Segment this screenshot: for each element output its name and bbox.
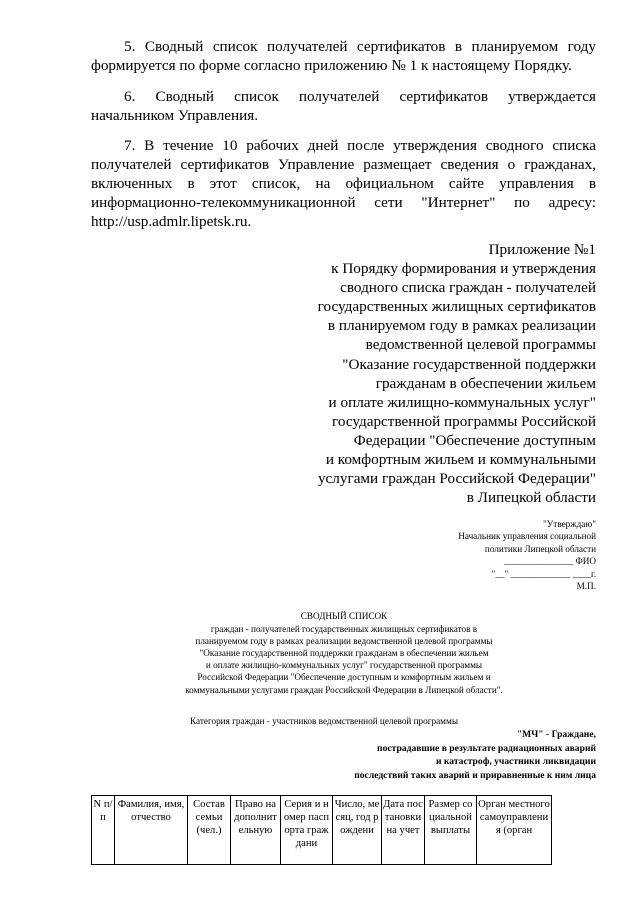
approval-line: "Утверждаю" xyxy=(543,519,596,529)
category-description xyxy=(354,728,596,782)
appendix-line: в Липецкой области xyxy=(466,489,596,507)
appendix-line: гражданам в обеспечении жильем xyxy=(375,374,596,392)
table-header-cell: Число, месяц, год рождени xyxy=(333,796,382,865)
appendix-line: государственных жилищных сертификатов xyxy=(317,298,596,316)
approval-stamp-label: М.П. xyxy=(576,581,596,592)
list-heading-line: Российской Федерации "Обеспечение доступным и комфортным жильем и xyxy=(197,672,491,683)
list-heading-line: граждан - получателей государственных жилищных сертификатов в xyxy=(210,624,478,635)
approval-date-line: "__" _____________ ____г. xyxy=(491,568,596,579)
paragraph-5: 5. Сводный список получателей сертификатов в планируемом году xyxy=(124,38,596,55)
category-line: последствий таких аварий и приравненные к ним лица xyxy=(354,769,596,781)
table-header-cell: N п/п xyxy=(92,796,115,865)
paragraph-7-line3: включенных в этот список, на официальном сайте управления в xyxy=(91,175,596,192)
approval-line: Начальник управления социальной xyxy=(458,531,596,542)
paragraph-7: 7. В течение 10 рабочих дней после утверждения сводного списка xyxy=(124,137,596,154)
table-header-cell: Фамилия, имя, отчество xyxy=(115,796,188,865)
list-heading-line: планируемом году в рамках реализации ведомственной целевой программы xyxy=(195,636,493,647)
appendix-line: Приложение №1 xyxy=(488,241,596,258)
appendix-line: и комфортным жильем и коммунальными xyxy=(325,451,596,469)
appendix-line: услугами граждан Российской Федерации" xyxy=(317,470,596,488)
category-label: Категория граждан - участников ведомственной целевой программы xyxy=(190,716,458,726)
approval-line: политики Липецкой области xyxy=(484,543,596,554)
paragraph-6-cont: начальником Управления. xyxy=(91,107,259,124)
appendix-line: к Порядку формирования и утверждения xyxy=(331,260,596,278)
category-line: пострадавшие в результате радиационных аварий xyxy=(377,742,596,754)
recipients-table xyxy=(91,795,552,865)
appendix-line: Федерации "Обеспечение доступным xyxy=(353,431,596,449)
approval-signature-line: _______________ ФИО xyxy=(504,556,596,567)
appendix-line: ведомственной целевой программы xyxy=(365,336,596,354)
table-header-cell: Дата постановки на учет xyxy=(382,796,425,865)
list-heading xyxy=(130,610,558,696)
paragraph-5-cont: формируется по форме согласно приложению № 1 к настоящему Порядку. xyxy=(91,57,572,74)
approval-block xyxy=(356,518,596,592)
list-heading-line: и оплате жилищно-коммунальных услуг" государственной программы xyxy=(205,660,483,671)
paragraph-7-line4: информационно-телекоммуникационной сети "Интернет" по адресу: xyxy=(91,194,596,211)
list-heading-line: "Оказание государственной поддержки гражданам в обеспечении жильем xyxy=(199,648,489,659)
table-header-row xyxy=(92,796,552,865)
list-title: СВОДНЫЙ СПИСОК xyxy=(300,611,388,621)
appendix-line: "Оказание государственной поддержки xyxy=(342,355,596,373)
appendix-line: сводного списка граждан - получателей xyxy=(340,279,596,297)
table-header-cell: Право на дополнительную xyxy=(231,796,281,865)
table-header-cell: Серия и номер паспорта граждани xyxy=(281,796,333,865)
appendix-line: государственной программы Российской xyxy=(332,412,596,430)
category-line: и катастроф, участники ликвидации xyxy=(435,756,596,768)
paragraph-7-line5: http://usp.admlr.lipetsk.ru. xyxy=(91,213,252,230)
table-header-cell: Размер социальной выплаты xyxy=(425,796,477,865)
category-line: "МЧ" - Граждане, xyxy=(516,729,596,740)
appendix-line: и оплате жилищно-коммунальных услуг" xyxy=(328,393,596,411)
paragraph-7-line2: получателей сертификатов Управление размещает сведения о гражданах, xyxy=(91,156,596,173)
appendix-line: в планируемом году в рамках реализации xyxy=(327,317,596,335)
table-header-cell: Орган местного самоуправления (орган xyxy=(477,796,552,865)
appendix-caption xyxy=(266,240,596,507)
paragraph-6: 6. Сводный список получателей сертификатов утверждается xyxy=(124,88,596,105)
list-heading-line: коммунальными услугами граждан Российской Федерации в Липецкой области". xyxy=(185,684,503,695)
table-header-cell: Состав семьи (чел.) xyxy=(188,796,231,865)
